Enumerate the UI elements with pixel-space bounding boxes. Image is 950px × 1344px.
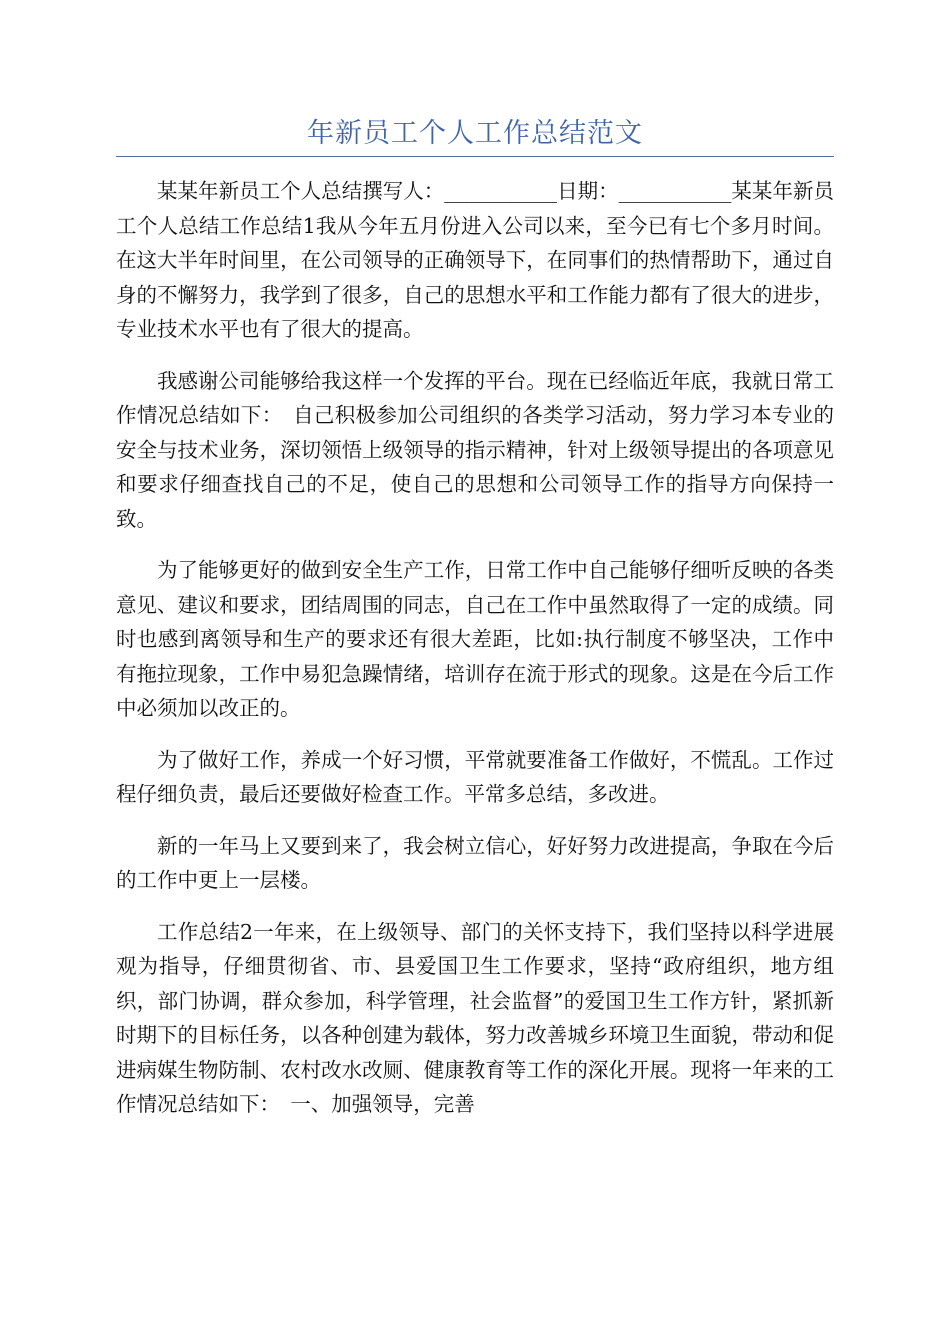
paragraph-4: 为了做好工作，养成一个好习惯，平常就要准备工作做好，不慌乱。工作过程仔细负责，最后还要做好检查工作。平常多总结，多改进。 xyxy=(116,747,834,806)
paragraph-3: 为了能够更好的做到安全生产工作，日常工作中自己能够仔细听反映的各类意见、建议和要求，团结周围的同志，自己在工作中虽然取得了一定的成绩。同时也感到离领导和生产的要求还有很大差距，比如:执行制度不够坚决，工作中有拖拉现象，工作中易犯急躁情绪，培训存在流于形式的现象。这是在今后工作中必须加以改正的。 xyxy=(116,558,834,720)
paragraph-6: 工作总结2一年来，在上级领导、部门的关怀支持下，我们坚持以科学进展观为指导，仔细贯彻省、市、县爱国卫生工作要求，坚持“政府组织，地方组织，部门协调，群众参加，科学管理，社会监督”的爱国卫生工作方针，紧抓新时期下的目标任务，以各种创建为载体，努力改善城乡环境卫生面貌，带动和促进病媒生物防制、农村改水改厕、健康教育等工作的深化开展。现将一年来的工作情况总结如下： 一、加强领导，完善 xyxy=(116,919,834,1116)
paragraph-1: 某某年新员工个人总结撰写人：___________日期：___________某某年新员工个人总结工作总结1我从今年五月份进入公司以来，至今已有七个多月时间。在这大半年时间里，在公司领导的正确领导下，在同事们的热情帮助下，通过自身的不懈努力，我学到了很多，自己的思想水平和工作能力都有了很大的进步，专业技术水平也有了很大的提高。 xyxy=(116,179,834,341)
document-body xyxy=(116,174,834,1139)
title-block xyxy=(116,112,834,157)
paragraph-5: 新的一年马上又要到来了，我会树立信心，好好努力改进提高，争取在今后的工作中更上一层楼。 xyxy=(116,833,834,892)
document-title: 年新员工个人工作总结范文 xyxy=(307,118,643,149)
paragraph-2: 我感谢公司能够给我这样一个发挥的平台。现在已经临近年底，我就日常工作情况总结如下： 自己积极参加公司组织的各类学习活动，努力学习本专业的安全与技术业务，深切领悟上级领导的指示精神，针对上级领导提出的各项意见和要求仔细查找自己的不足，使自己的思想和公司领导工作的指导方向保持一致。 xyxy=(116,368,834,531)
